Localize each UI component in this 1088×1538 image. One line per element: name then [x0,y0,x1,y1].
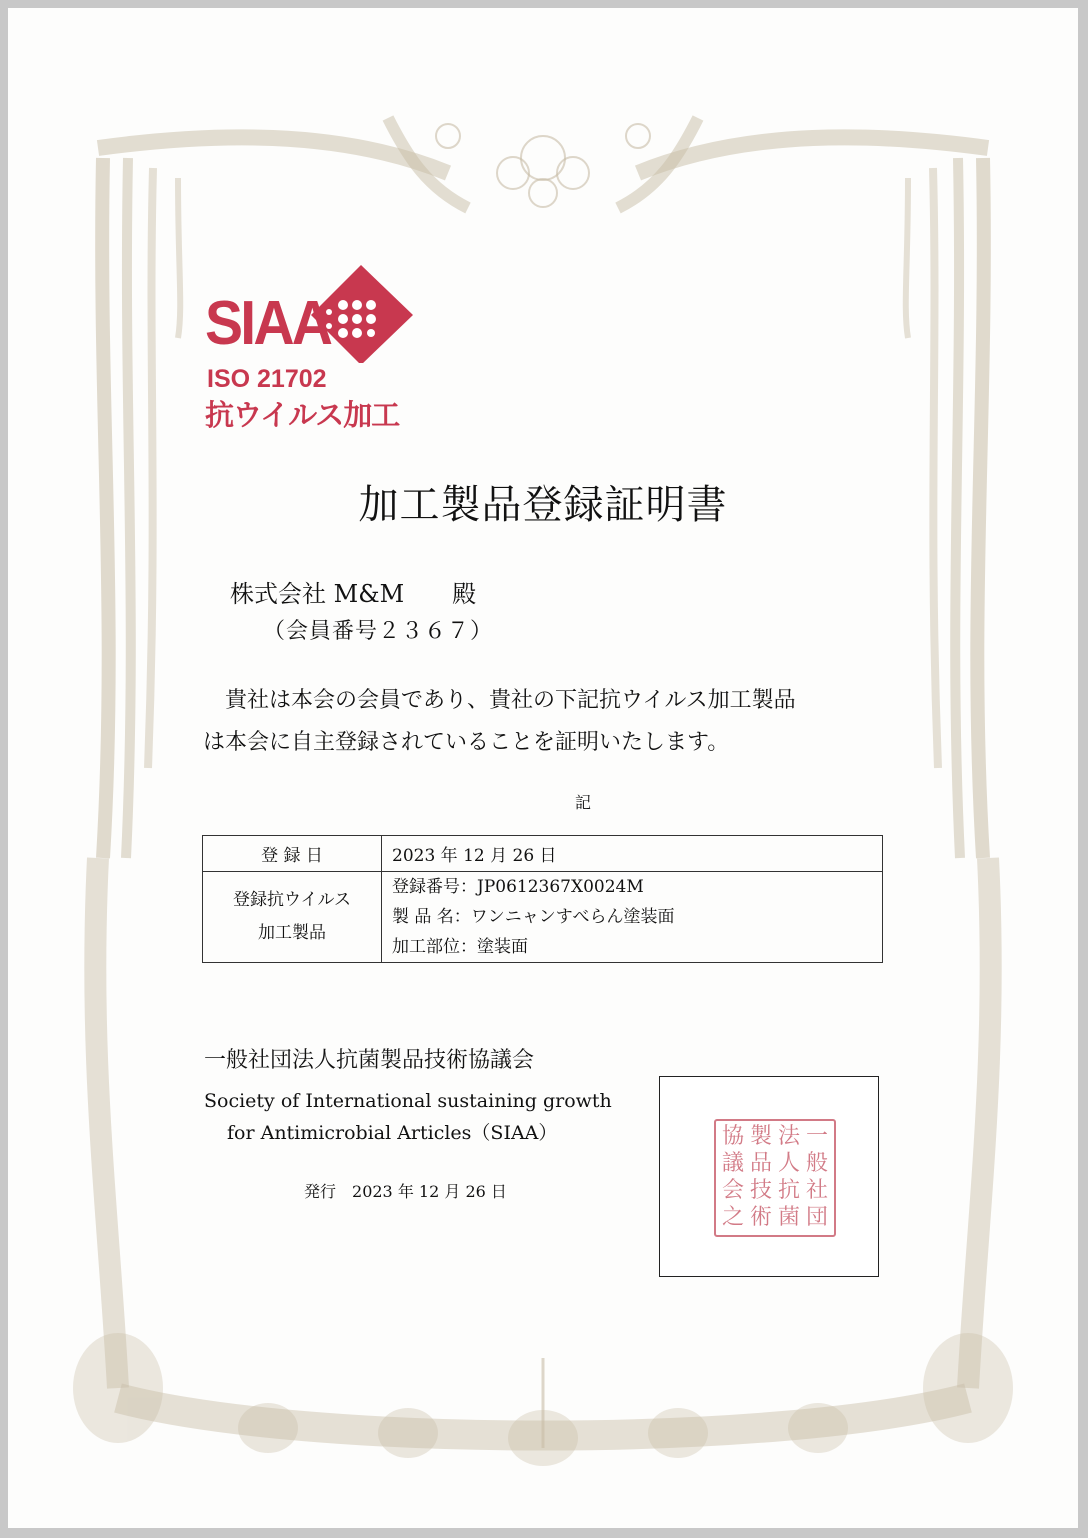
seal-char: 術 [749,1205,772,1230]
registered-product-values [382,872,883,963]
seal-char: 団 [805,1205,828,1230]
processed-part: 加工部位：塗装面 [392,937,528,957]
seal-char: 会 [721,1178,744,1203]
registration-number: 登録番号：JP0612367X0024M [392,877,644,897]
seal-char: 社 [805,1178,828,1203]
seal-char: 協 [721,1124,744,1149]
registration-table [202,835,883,963]
table-row [203,836,883,872]
logo-standard: ISO 21702 [207,365,327,393]
body-line-1: 貴社は本会の会員であり、貴社の下記抗ウイルス加工製品 [225,688,796,713]
seal-char: 議 [721,1151,744,1176]
certificate-page [8,8,1078,1528]
official-seal-icon [714,1119,836,1237]
member-number: （会員番号２３６７） [263,619,494,644]
seal-char: 之 [721,1205,744,1230]
certificate-body [203,680,903,764]
ki-marker: 記 [574,793,591,812]
issue-date-value: 2023 年 12 月 26 日 [352,1182,507,1201]
seal-characters [719,1124,831,1232]
seal-char: 般 [805,1151,828,1176]
siaa-logo [203,263,423,443]
issue-date [304,1179,507,1202]
addressee-honorific: 殿 [452,580,477,608]
seal-box [659,1076,879,1277]
seal-char: 抗 [777,1178,800,1203]
registered-product-label [203,872,382,963]
registration-date-value: 2023 年 12 月 26 日 [382,836,883,872]
issuer-name-en-line1: Society of International sustaining growth [204,1090,612,1112]
seal-char: 一 [805,1124,828,1149]
addressee [230,574,476,609]
seal-char: 技 [749,1178,772,1203]
seal-char: 菌 [777,1205,800,1230]
logo-brand: SIAA [205,289,331,358]
body-line-2: は本会に自主登録されていることを証明いたします。 [203,730,730,755]
table-row [203,872,883,963]
seal-char: 法 [777,1124,800,1149]
addressee-company: 株式会社 M&M [230,580,405,608]
issue-label: 発行 [304,1182,337,1201]
registration-date-label: 登 録 日 [203,836,382,872]
product-name: 製 品 名：ワンニャンすべらん塗装面 [392,907,675,927]
ornamental-border-icon [8,8,1078,1528]
logo-label: 抗ウイルス加工 [205,398,400,432]
seal-char: 品 [749,1151,772,1176]
seal-char: 製 [749,1124,772,1149]
registered-product-label-line1: 登録抗ウイルス [233,890,351,910]
certificate-title: 加工製品登録証明書 [358,482,728,528]
seal-char: 人 [777,1151,800,1176]
issuer-name-en-line2: for Antimicrobial Articles（SIAA） [227,1122,558,1144]
issuer-name-jp: 一般社団法人抗菌製品技術協議会 [204,1048,535,1073]
registered-product-label-line2: 加工製品 [258,923,326,943]
